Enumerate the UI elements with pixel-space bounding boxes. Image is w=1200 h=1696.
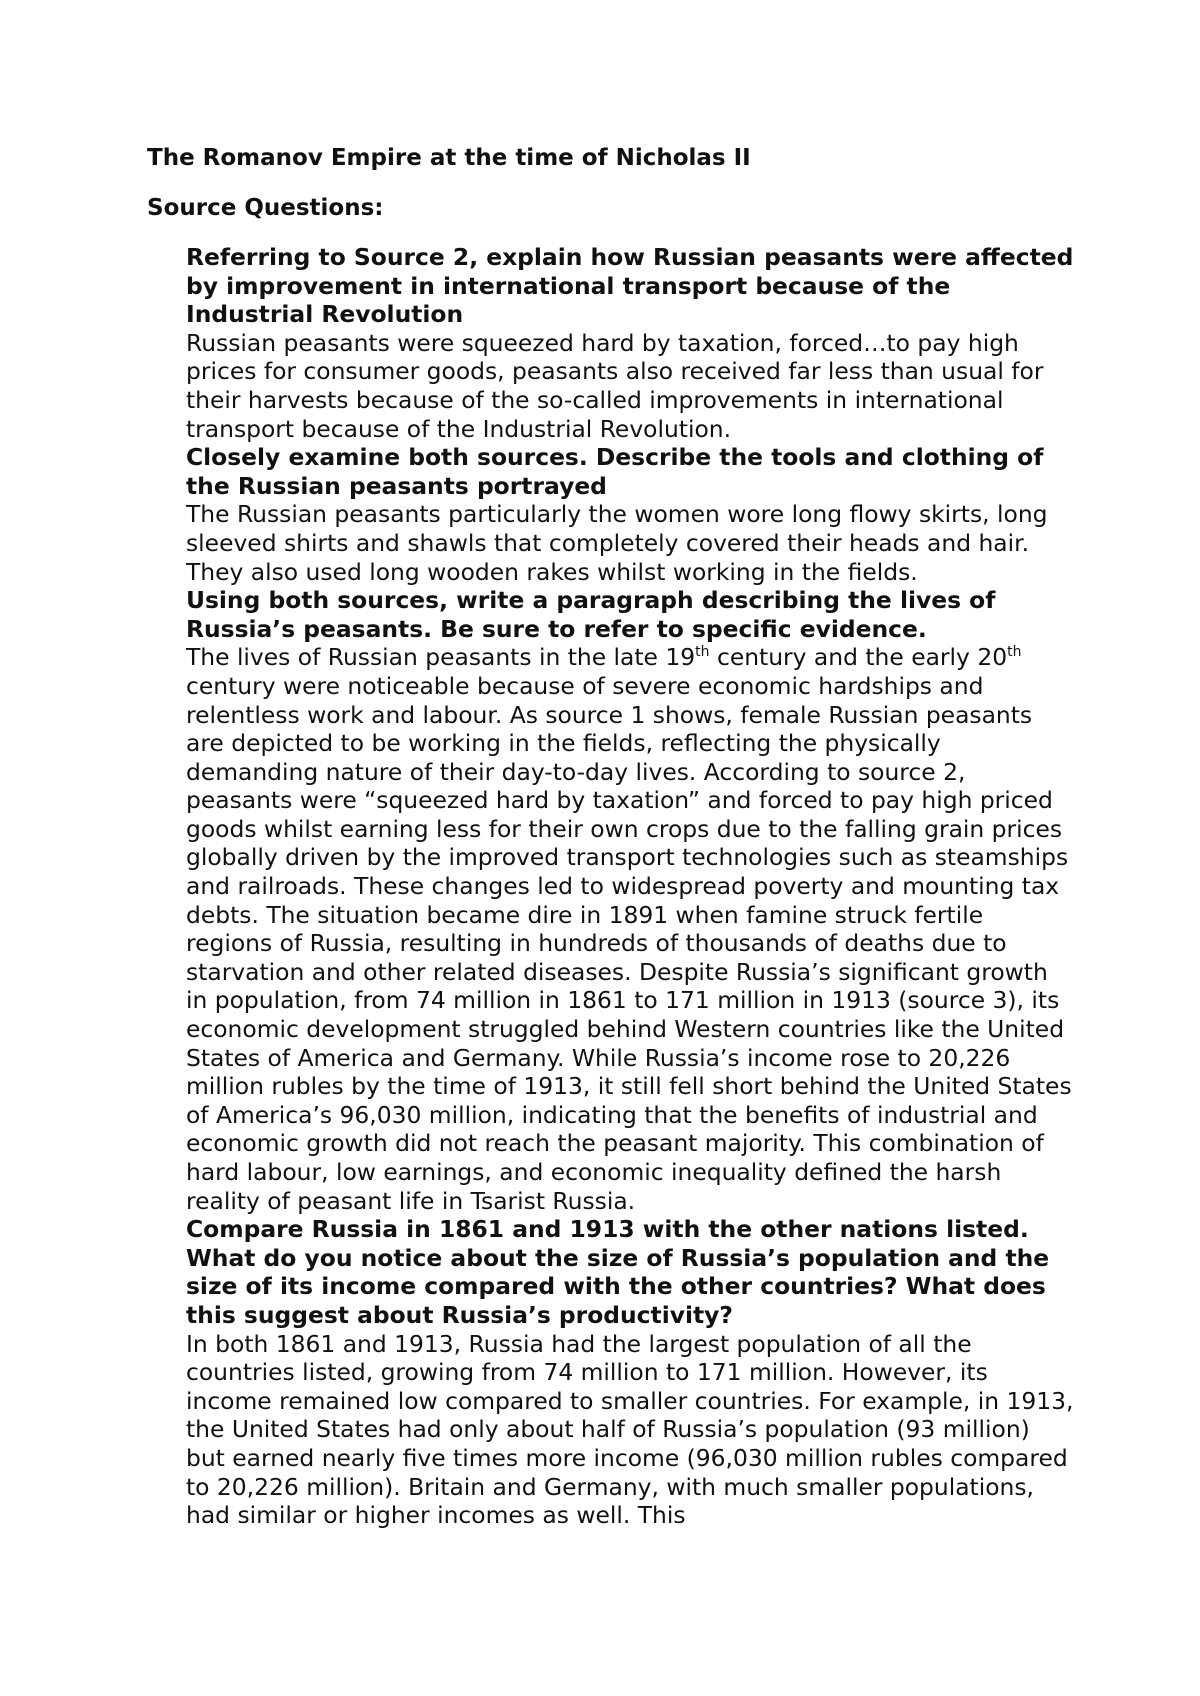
- question-3: Using both sources, write a paragraph describing the lives of Russia’s peasants. Be sure to refer to specific evidence.: [186, 586, 996, 643]
- answer-3-text-3: century were noticeable because of severe economic hardships and relentless work and labour. As source 1 shows, female Russian peasants are depicted to be working in the fields, reflecting the physically demanding nature of their day-to-day lives. According to source 2, peasants were “squeezed hard by taxation” and forced to pay high priced goods whilst earning less for their own crops due to the falling grain prices globally driven by the improved transport technologies such as steamships and railroads. These changes led to widespread poverty and mounting tax debts. The situation became dire in 1891 when famine struck fertile regions of Russia, resulting in hundreds of thousands of deaths due to starvation and other related diseases. Despite Russia’s significant growth in population, from 74 million in 1861 to 171 million in 1913 (source 3), its economic development struggled behind Western countries like the United States of America and Germany. While Russia’s income rose to 20,226 million rubles by the time of 1913, it still fell short behind the United States of America’s 96,030 million, indicating that the benefits of industrial and economic growth did not reach the peasant majority. This combination of hard labour, low earnings, and economic inequality defined the harsh reality of peasant life in Tsarist Russia.: [186, 671, 1072, 1215]
- question-answer-list: [186, 243, 1076, 1530]
- document-subtitle: Source Questions:: [147, 195, 384, 221]
- ordinal-suffix-20th: th: [1007, 644, 1022, 661]
- answer-3-text-1: The lives of Russian peasants in the late 19: [186, 643, 696, 672]
- answer-2: The Russian peasants particularly the women wore long flowy skirts, long sleeved shirts and shawls that completely covered their heads and hair. They also used long wooden rakes whilst working in the fields.: [186, 500, 1048, 586]
- document-title: The Romanov Empire at the time of Nicholas II: [147, 145, 751, 171]
- answer-3-text-2: century and the early 20: [709, 643, 1008, 672]
- question-4: Compare Russia in 1861 and 1913 with the other nations listed. What do you notice about the size of Russia’s population and the size of its income compared with the other countries? What does this suggest about Russia’s productivity?: [186, 1215, 1050, 1329]
- answer-3: [186, 643, 1076, 1215]
- answer-4: In both 1861 and 1913, Russia had the largest population of all the countries listed, growing from 74 million to 171 million. However, its income remained low compared to smaller countries. For example, in 1913, the United States had only about half of Russia’s population (93 million) but earned nearly five times more income (96,030 million rubles compared to 20,226 million). Britain and Germany, with much smaller populations, had similar or higher incomes as well. This: [186, 1329, 1074, 1530]
- question-1: Referring to Source 2, explain how Russian peasants were affected by improvement in international transport because of the Industrial Revolution: [186, 243, 1074, 329]
- question-2: Closely examine both sources. Describe the tools and clothing of the Russian peasants portrayed: [186, 443, 1044, 500]
- answer-1: Russian peasants were squeezed hard by taxation, forced…to pay high prices for consumer goods, peasants also received far less than usual for their harvests because of the so-called improvements in international transport because of the Industrial Revolution.: [186, 328, 1044, 443]
- ordinal-suffix-19th: th: [695, 644, 710, 661]
